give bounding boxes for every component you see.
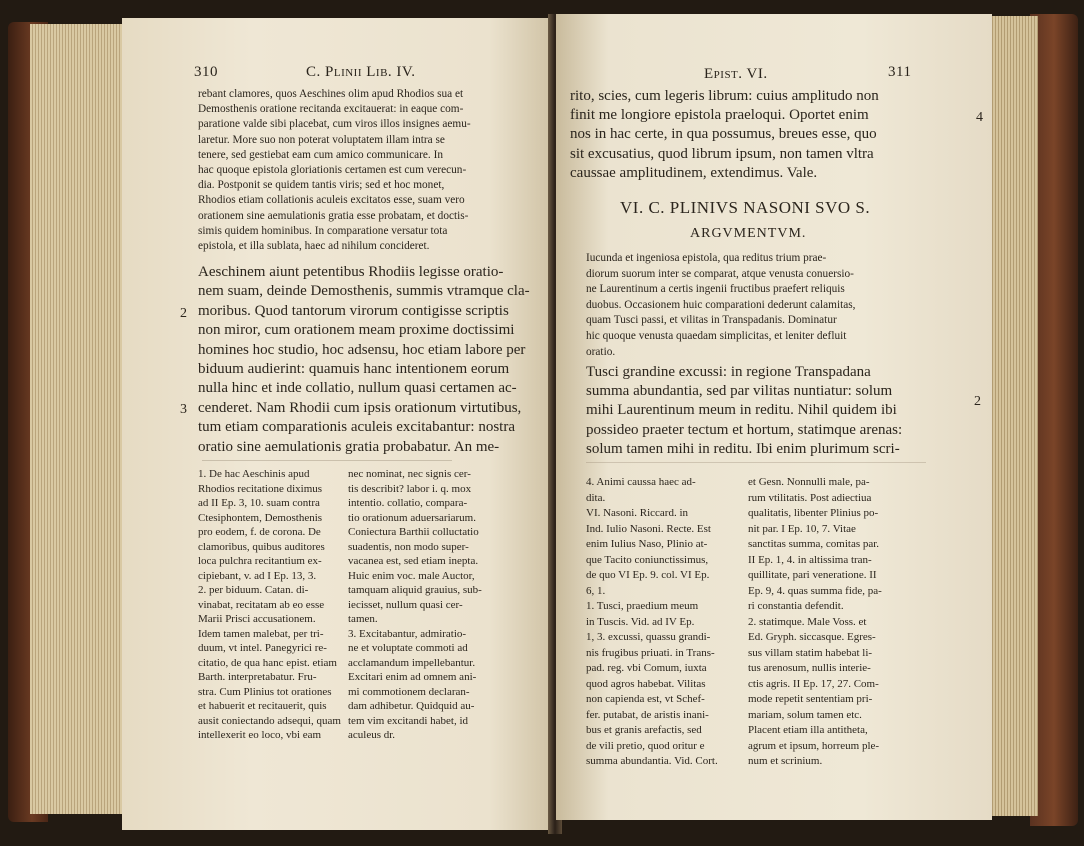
text-line: Marii Prisci accusationem. (198, 613, 316, 625)
divider (202, 460, 452, 461)
text-line: mi commotionem declaran- (348, 685, 470, 698)
running-header-right: Epist. VI. (704, 66, 768, 82)
text-line: Excitari enim ad omnem ani- (348, 671, 477, 683)
text-line: summa abundantia, sed par vilitas nuntiatur: solum (586, 383, 893, 400)
text-line: rito, scies, cum legeris librum: cuius amplitudo non (570, 88, 879, 104)
text-line: tum etiam comparationis aculeis excitabantur: nostra (198, 419, 515, 436)
argument-heading: ARGVMENTVM. (690, 226, 807, 241)
text-line: laretur. More suo non poterat voluptatem illam intra se (198, 133, 445, 146)
text-line: pad. reg. vbi Comum, iuxta (586, 662, 707, 674)
text-line: sit excusatius, quod librum ipsum, non tamen vltra (570, 145, 874, 162)
text-line: sanctitas summa, comitas par. (748, 538, 880, 550)
text-line: Rhodios recitatione diximus (198, 482, 323, 495)
text-line: caussae amplitudinem, extendimus. Vale. (570, 164, 818, 181)
text-line: rum vtilitatis. Post adiectiua (748, 491, 872, 504)
text-line: non miror, cum orationem meam proxime doctissimi (198, 322, 515, 339)
text-line: VI. Nasoni. Riccard. in (586, 507, 689, 519)
text-line: 1, 3. excussi, quassu grandi- (586, 631, 711, 643)
text-line: oratio. (586, 345, 616, 358)
text-line: Coniectura Barthii colluctatio (348, 526, 479, 538)
text-line: quod agros habebat. Vilitas (586, 677, 706, 690)
text-line: orationem sine aemulationis gratia esse probatam, et doctis- (198, 209, 469, 222)
text-line: nit par. I Ep. 10, 7. Vitae (748, 522, 856, 535)
text-line: II Ep. 1, 4. in altissima tran- (748, 553, 872, 566)
margin-mark: 2 (974, 394, 981, 409)
text-line: moribus. Quod tantorum virorum contigisse scriptis (198, 302, 509, 319)
text-line: que Tacito coniunctissimus, (586, 553, 709, 566)
text-line: Idem tamen malebat, per tri- (198, 627, 324, 640)
text-line: 4. Animi caussa haec ad- (586, 476, 696, 488)
text-line: 1. De hac Aeschinis apud (198, 468, 310, 480)
text-line: cenderet. Nam Rhodii cum ipsis orationum virtutibus, (198, 399, 522, 416)
left-page-edges (30, 24, 130, 814)
text-line: Ind. Iulio Nasoni. Recte. Est (586, 522, 711, 535)
page-number-right: 311 (888, 64, 912, 80)
text-line: ausit coniectando adsequi, quam (198, 714, 341, 727)
text-line: ctis agris. II Ep. 17, 27. Com- (748, 677, 879, 690)
divider (586, 462, 926, 463)
text-line: tus arenosum, nullis interie- (748, 662, 871, 674)
text-line: epistola, et illa sublata, haec ad nihilum concideret. (198, 240, 430, 252)
text-line: qualitatis, libenter Plinius po- (748, 507, 879, 519)
left-page (122, 18, 554, 830)
text-line: Ctesiphontem, Demosthenis (198, 511, 323, 524)
text-line: citatio, de qua hanc epist. etiam (198, 656, 337, 669)
text-line: vacanea est, sed etiam inepta. (348, 555, 479, 567)
running-header-left: C. Plinii Lib. IV. (306, 64, 416, 80)
text-line: 1. Tusci, praedium meum (586, 600, 699, 612)
text-line: nis frugibus priuati. in Trans- (586, 646, 715, 659)
text-line: num et scrinium. (748, 755, 823, 767)
text-line: Barth. interpretabatur. Fru- (198, 671, 317, 683)
text-line: ne Laurentinum a certis ingenii fructibus praefert reliquis (586, 283, 845, 296)
text-line: 6, 1. (586, 584, 606, 597)
text-line: sus villam statim habebat li- (748, 646, 873, 659)
text-line: nos in hac certe, in qua possumus, breues esse, quo (570, 126, 877, 143)
right-page-edges (990, 16, 1038, 816)
margin-mark: 3 (180, 402, 187, 417)
text-line: cipiebant, v. ad I Ep. 13, 3. (198, 569, 317, 582)
text-line: Rhodios etiam collationis aculeis excitatos esse, suam vero (198, 194, 465, 207)
margin-mark: 2 (180, 306, 187, 321)
text-line: iecisset, nullum quasi cer- (348, 598, 463, 611)
right-page (556, 14, 992, 820)
text-line: agrum et ipsum, horreum ple- (748, 739, 880, 752)
text-line: rebant clamores, quos Aeschines olim apud Rhodios sua et (198, 88, 464, 100)
text-line: solum tamen mihi in reditu. Ibi enim plurimum scri- (586, 440, 900, 457)
text-line: Ed. Gryph. siccasque. Egres- (748, 631, 876, 643)
text-line: bus et granis arefactis, sed (586, 724, 702, 736)
text-line: Ep. 9, 4. quas summa fide, pa- (748, 584, 882, 597)
text-line: intentio. collatio, compara- (348, 497, 468, 509)
text-line: suadentis, non modo super- (348, 540, 469, 553)
text-line: de quo VI Ep. 9. col. VI Ep. (586, 569, 710, 581)
text-line: finit me longiore epistola praeloqui. Oportet enim (570, 107, 869, 124)
text-line: homines hoc studio, hoc adsensu, hoc etiam labore per (198, 341, 526, 358)
text-line: nec nominat, nec signis cer- (348, 468, 471, 480)
text-line: clamoribus, quibus auditores (198, 540, 325, 553)
text-line: Iucunda et ingeniosa epistola, qua reditus trium prae- (586, 252, 827, 264)
text-line: acclamandum impellebantur. (348, 656, 476, 669)
text-line: et habuerit et recitauerit, quis (198, 700, 327, 712)
text-line: hac quoque epistola gloriationis certamen est cum verecun- (198, 164, 467, 176)
text-line: dia. Postponit se quidem tantis viris; sed et hoc monet, (198, 179, 445, 192)
text-line: mihi Laurentinum meum in reditu. Nihil quidem ibi (586, 402, 897, 419)
text-line: hic quoque venusta quaedam simplicitas, et leniter defluit (586, 330, 847, 342)
letter-title: VI. C. PLINIVS NASONI SVO S. (620, 198, 871, 217)
text-line: ne et voluptate commoti ad (348, 642, 468, 654)
text-line: diorum suorum inter se comparat, atque venusta conuersio- (586, 267, 854, 280)
text-line: in Tuscis. Vid. ad IV Ep. (586, 615, 695, 628)
text-line: Demosthenis oratione recitanda excitauerat: in eaque com- (198, 103, 464, 116)
text-line: intellexerit eo loco, vbi eam (198, 729, 322, 741)
text-line: Tusci grandine excussi: in regione Transpadana (586, 364, 871, 380)
text-line: nem suam, deinde Demosthenis, summis vtramque cla- (198, 283, 530, 300)
text-line: vinabat, recitatam ab eo esse (198, 598, 325, 611)
text-line: simis quidem hominibus. In comparatione versatur tota (198, 224, 448, 237)
text-line: mariam, solum tamen etc. (748, 708, 862, 721)
text-line: oratio sine aemulationis gratia probabatur. An me- (198, 438, 500, 455)
text-line: tis describit? labor i. q. mox (348, 482, 472, 495)
text-line: duum, vt intel. Panegyrici re- (198, 642, 327, 654)
text-line: 3. Excitabantur, admiratio- (348, 627, 467, 640)
text-line: fer. putabat, de aristis inani- (586, 708, 709, 721)
text-line: summa abundantia. Vid. Cort. (586, 755, 718, 767)
text-line: de vili pretio, quod oritur e (586, 739, 705, 752)
text-line: Aeschinem aiunt petentibus Rhodiis legisse oratio- (198, 264, 504, 280)
text-line: 2. per biduum. Catan. di- (198, 584, 309, 596)
text-line: nulla hinc et inde collatio, nullum quasi certamen ac- (198, 380, 517, 397)
text-line: mode repetit sententiam pri- (748, 693, 873, 705)
text-line: duobus. Occasionem huic comparationi dederunt calamitas, (586, 298, 856, 311)
text-line: 2. statimque. Male Voss. et (748, 615, 867, 628)
text-line: tem vim excitandi habet, id (348, 714, 469, 727)
text-line: biduum audierint: quamuis hanc intentionem eorum (198, 361, 510, 377)
text-line: et Gesn. Nonnulli male, pa- (748, 476, 870, 488)
text-line: tio orationum aduersariarum. (348, 511, 476, 524)
text-line: dam adhibetur. Quidquid au- (348, 700, 475, 712)
text-line: dita. (586, 491, 606, 504)
margin-mark: 4 (976, 110, 983, 125)
text-line: aculeus dr. (348, 729, 396, 741)
page-number-left: 310 (194, 64, 218, 80)
text-line: enim Iulius Naso, Plinio at- (586, 538, 708, 550)
text-line: paratione valde sibi placebat, cum viros illos insignes aemu- (198, 118, 471, 131)
text-line: possideo praeter tectum et hortum, statimque arenas: (586, 421, 903, 438)
text-line: tamquam aliquid grauius, sub- (348, 584, 482, 596)
text-line: pro eodem, f. de corona. De (198, 526, 321, 538)
text-line: quillitate, pari veneratione. II (748, 569, 877, 581)
text-line: tenere, sed gestiebat eam cum amico communicare. In (198, 148, 443, 161)
text-line: Huic enim voc. male Auctor, (348, 569, 475, 582)
text-line: ad II Ep. 3, 10. suam contra (198, 497, 320, 509)
text-line: Placent etiam illa antitheta, (748, 724, 868, 736)
text-line: quam Tusci passi, et vilitas in Transpadanis. Dominatur (586, 314, 837, 327)
text-line: non capienda est, vt Schef- (586, 693, 705, 705)
text-line: tamen. (348, 613, 378, 625)
text-line: stra. Cum Plinius tot orationes (198, 685, 332, 698)
text-line: loca pulchra recitantium ex- (198, 555, 322, 567)
text-line: ri constantia defendit. (748, 600, 844, 612)
